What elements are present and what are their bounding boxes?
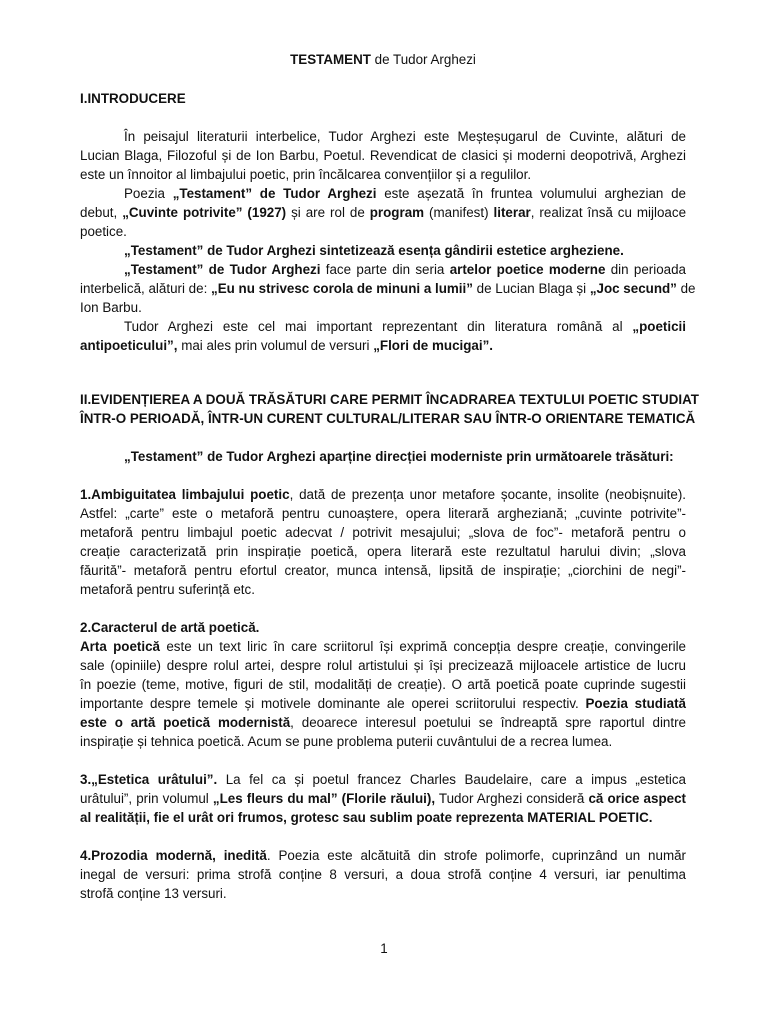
paragraph-line: antipoeticului”, mai ales prin volumul de versuri „Flori de mucigai”.: [80, 338, 493, 353]
paragraph-line: 4.Prozodia modernă, inedită. Poezia este alcătuită din strofe polimorfe, cuprinzând un număr: [80, 848, 687, 863]
paragraph-line: „Testament” de Tudor Arghezi sintetizează esența gândirii estetice argheziene.: [124, 243, 624, 258]
paragraph-line: inegal de versuri: prima strofă conține 8 versuri, a doua strofă conține 4 versuri, iar penultima: [80, 867, 686, 882]
paragraph-line: Poezia „Testament” de Tudor Arghezi este așezată în fruntea volumului arghezian de: [124, 186, 686, 201]
paragraph-line: urâtului”, prin volumul „Les fleurs du mal” (Florile răului), Tudor Arghezi consideră că orice aspect: [80, 791, 686, 806]
paragraph-line: 1.Ambiguitatea limbajului poetic, dată de prezența unor metafore șocante, insolite (neobișnuite).: [80, 487, 686, 502]
paragraph-line: al realității, fie el urât ori frumos, grotesc sau sublim poate reprezenta MATERIAL POETIC.: [80, 810, 653, 825]
item-heading: 2.Caracterul de artă poetică.: [80, 620, 260, 635]
paragraph-line: Ion Barbu.: [80, 300, 142, 315]
paragraph-line: Lucian Blaga, Filozoful și de Ion Barbu, Poetul. Revendicat de clasici și moderni deopotrivă, Arghezi: [80, 148, 686, 163]
paragraph-line: interbelică, alături de: „Eu nu strivesc corola de minuni a lumii” de Lucian Blaga și „Joc secund” de: [80, 281, 696, 296]
document-title: TESTAMENT de Tudor Arghezi: [290, 52, 476, 67]
paragraph-line: metaforă pentru limbajul poetic adecvat / potrivit mesajului; „slova de foc”- metaforă pentru o: [80, 525, 686, 540]
paragraph-line: „Testament” de Tudor Arghezi aparține direcției moderniste prin următoarele trăsături:: [124, 449, 674, 464]
paragraph-line: este un înnoitor al limbajului poetic, prin încălcarea convențiilor și a regulilor.: [80, 167, 532, 182]
paragraph-line: făurită”- metaforă pentru efortul creator, munca intensă, lipsită de inspirație; „ciorchini de negi”-: [80, 563, 686, 578]
paragraph-line: În peisajul literaturii interbelice, Tudor Arghezi este Meșteșugarul de Cuvinte, alături de: [124, 129, 686, 144]
paragraph-line: creație caracterizată prin inspirație poetică, opera literară este rezultatul harului divin; „slova: [80, 544, 686, 559]
paragraph-line: debut, „Cuvinte potrivite” (1927) și are rol de program (manifest) literar, realizat însă cu mijloace: [80, 205, 687, 220]
paragraph-line: 3.„Estetica urâtului”. La fel ca și poetul francez Charles Baudelaire, care a impus „estetica: [80, 772, 686, 787]
paragraph-line: poetice.: [80, 224, 127, 239]
paragraph-line: strofă conține 13 versuri.: [80, 886, 227, 901]
paragraph-line: inspirație și tehnica poetică. Acum se pune problema puterii cuvântului de a recrea lumea.: [80, 734, 613, 749]
paragraph-line: Tudor Arghezi este cel mai important reprezentant din literatura română al „poeticii: [124, 319, 686, 334]
section-2-heading: II.EVIDENȚIEREA A DOUĂ TRĂSĂTURI CARE PERMIT ÎNCADRAREA TEXTULUI POETIC STUDIAT: [80, 392, 699, 407]
paragraph-line: sale (opiniile) despre rolul artei, despre rolul artistului și își precizează mijloacele artistice de lucru: [80, 658, 686, 673]
paragraph-line: este o artă poetică modernistă, deoarece interesul poetului se îndreaptă spre raportul dintre: [80, 715, 687, 730]
paragraph-line: „Testament” de Tudor Arghezi face parte din seria artelor poetice moderne din perioada: [124, 262, 686, 277]
paragraph-line: în poezie (teme, motive, figuri de stil, modalități de creație). O artă poetică poate cuprinde sugestii: [80, 677, 686, 692]
paragraph-line: Astfel: „carte” este o metaforă pentru cunoaștere, opera literară argheziană; „cuvinte potrivite”-: [80, 506, 686, 521]
section-1-heading: I.INTRODUCERE: [80, 91, 186, 106]
paragraph-line: metaforă pentru suferință etc.: [80, 582, 255, 597]
paragraph-line: importante despre temele și motivele dominante ale operei scriitorului respectiv. Poezia studiată: [80, 696, 686, 711]
section-2-heading: ÎNTR-O PERIOADĂ, ÎNTR-UN CURENT CULTURAL/LITERAR SAU ÎNTR-O ORIENTARE TEMATICĂ: [80, 411, 696, 426]
page-number: 1: [380, 941, 388, 956]
paragraph-line: Arta poetică este un text liric în care scriitorul își exprimă concepția despre creație, convingerile: [80, 639, 687, 654]
